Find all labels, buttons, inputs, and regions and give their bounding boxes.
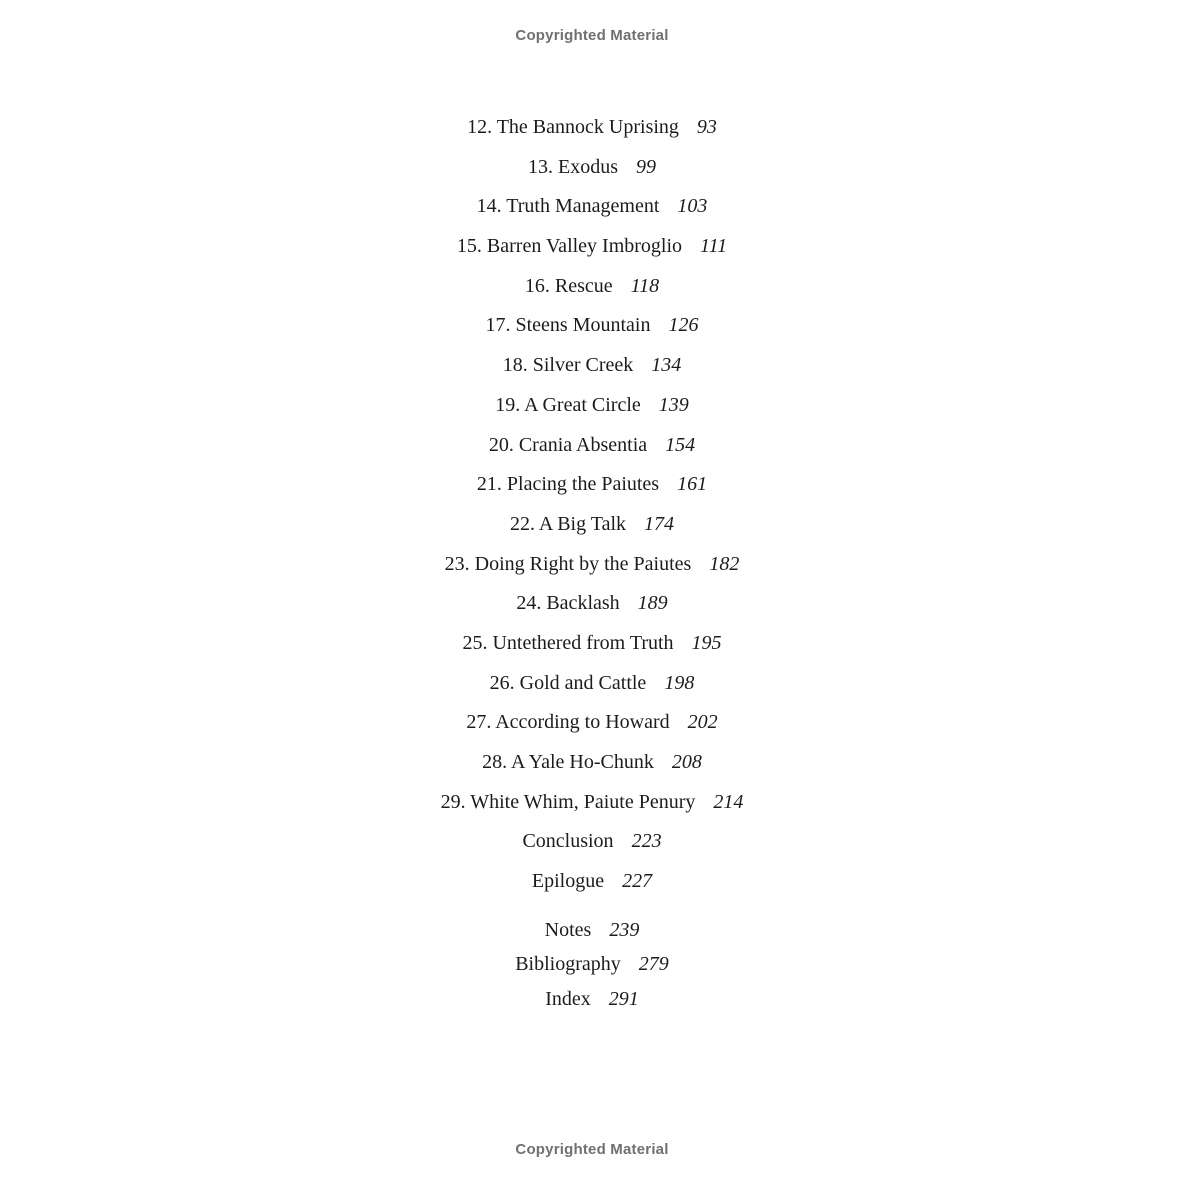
toc-entry bbox=[0, 306, 1184, 346]
toc-entry bbox=[0, 148, 1184, 188]
toc-entry-title: 12. The Bannock Uprising bbox=[467, 116, 679, 138]
toc-entry-title: 27. According to Howard bbox=[466, 711, 670, 734]
toc-entry-page: 182 bbox=[709, 552, 740, 575]
toc-entry-title: 14. Truth Management bbox=[476, 195, 660, 218]
toc-entry bbox=[0, 913, 1184, 948]
toc-entry-title: Index bbox=[545, 987, 591, 1010]
toc-entry-page: 239 bbox=[609, 918, 640, 941]
toc-entry-title: 29. White Whim, Paiute Penury bbox=[440, 790, 696, 813]
toc-entry-page: 118 bbox=[630, 274, 660, 297]
toc-entry-page: 291 bbox=[608, 987, 639, 1010]
toc-entry bbox=[0, 624, 1184, 664]
toc-entry bbox=[0, 664, 1184, 704]
toc-entry-page: 126 bbox=[668, 314, 699, 337]
copyright-watermark-top: Copyrighted Material bbox=[515, 27, 669, 44]
toc-entry-page: 195 bbox=[691, 631, 722, 654]
toc-entry-page: 99 bbox=[636, 155, 656, 178]
toc-entry-page: 208 bbox=[671, 751, 702, 773]
toc-entry bbox=[0, 108, 1184, 148]
toc-entry-title: 17. Steens Mountain bbox=[485, 314, 651, 337]
toc-entry-title: 21. Placing the Paiutes bbox=[476, 473, 660, 496]
toc-entry-page: 198 bbox=[664, 671, 695, 694]
toc-entry bbox=[0, 267, 1184, 307]
toc-entry-title: Conclusion bbox=[522, 830, 614, 853]
toc-entry bbox=[0, 822, 1184, 862]
copyright-watermark-bottom: Copyrighted Material bbox=[515, 1141, 669, 1158]
toc-entry bbox=[0, 703, 1184, 743]
toc-entry-title: 13. Exodus bbox=[528, 155, 618, 178]
toc-entry-page: 154 bbox=[665, 433, 696, 456]
toc-entry-title: Epilogue bbox=[531, 870, 605, 893]
toc-entry-title: 16. Rescue bbox=[524, 274, 613, 297]
toc-entry-title: 19. A Great Circle bbox=[495, 393, 641, 416]
toc-entry bbox=[0, 545, 1184, 585]
toc-entry-title: 18. Silver Creek bbox=[502, 354, 634, 377]
toc-entry-page: 223 bbox=[631, 830, 662, 853]
toc-entry bbox=[0, 465, 1184, 505]
toc-entry-page: 111 bbox=[700, 235, 728, 258]
toc-entry bbox=[0, 187, 1184, 227]
toc-entry-page: 202 bbox=[687, 711, 718, 734]
toc-entry-page: 189 bbox=[637, 592, 668, 615]
toc-entry bbox=[0, 227, 1184, 267]
toc-entry bbox=[0, 584, 1184, 624]
table-of-contents bbox=[0, 108, 1184, 1016]
toc-entry-page: 139 bbox=[658, 393, 689, 416]
toc-entry-title: Notes bbox=[544, 918, 592, 941]
back-matter bbox=[0, 913, 1184, 1017]
toc-entry bbox=[0, 386, 1184, 426]
toc-entry-page: 214 bbox=[713, 790, 744, 813]
toc-entry-page: 93 bbox=[696, 116, 717, 138]
toc-entry-title: 25. Untethered from Truth bbox=[462, 631, 674, 654]
toc-entry bbox=[0, 426, 1184, 466]
toc-entry-page: 227 bbox=[622, 870, 653, 893]
toc-entry bbox=[0, 783, 1184, 823]
toc-entry-page: 103 bbox=[677, 195, 708, 218]
toc-entry-title: 24. Backlash bbox=[516, 592, 620, 615]
toc-entry bbox=[0, 346, 1184, 386]
toc-entry-title: 28. A Yale Ho-Chunk bbox=[482, 751, 654, 773]
toc-entry bbox=[0, 743, 1184, 783]
toc-entry bbox=[0, 982, 1184, 1017]
toc-entry-title: 23. Doing Right by the Paiutes bbox=[444, 552, 692, 575]
toc-entry-page: 174 bbox=[644, 512, 675, 535]
toc-entry-page: 134 bbox=[651, 354, 682, 377]
toc-entry-title: Bibliography bbox=[515, 953, 621, 976]
toc-entry-title: 22. A Big Talk bbox=[509, 512, 627, 535]
toc-entry bbox=[0, 947, 1184, 982]
toc-entry bbox=[0, 505, 1184, 545]
toc-entry-page: 161 bbox=[677, 473, 708, 496]
toc-entry-title: 26. Gold and Cattle bbox=[489, 671, 647, 694]
toc-entry-title: 20. Crania Absentia bbox=[488, 433, 648, 456]
toc-entry-title: 15. Barren Valley Imbroglio bbox=[456, 235, 683, 258]
toc-entry bbox=[0, 862, 1184, 902]
toc-entry-page: 279 bbox=[638, 953, 669, 976]
